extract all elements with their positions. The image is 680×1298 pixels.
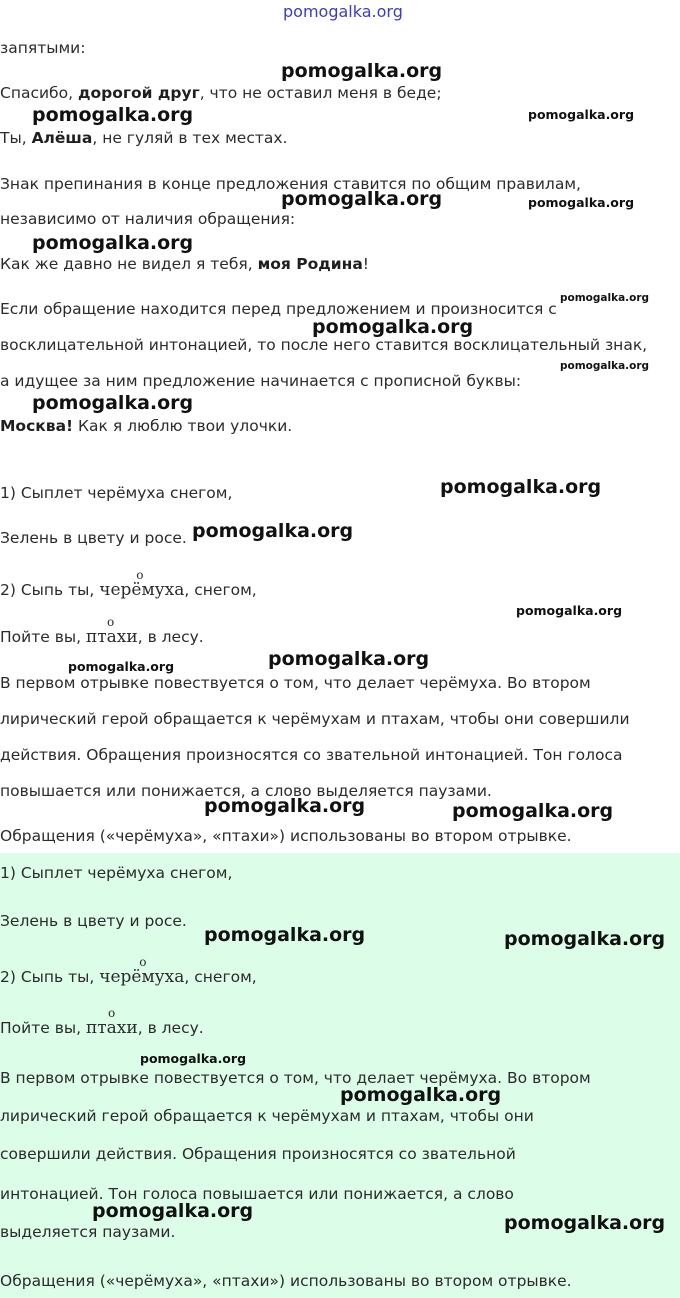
analysis-line: лирический герой обращается к черёмухам и птахам, чтобы они	[0, 1107, 534, 1125]
watermark: pomogalka.org	[504, 928, 666, 950]
accented-word: о птахи	[85, 615, 138, 647]
text-line: Если обращение находится перед предложением и произносится с	[0, 300, 557, 318]
watermark: pomogalka.org	[281, 60, 443, 82]
watermark: pomogalka.org	[32, 232, 194, 254]
analysis-line: повышается или понижается, а слово выделяется паузами.	[0, 782, 492, 800]
analysis-line: лирический герой обращается к черёмухам и птахам, чтобы они совершили	[0, 710, 630, 728]
analysis-line: совершили действия. Обращения произносятся со звательной	[0, 1145, 516, 1163]
watermark: pomogalka.org	[528, 195, 635, 210]
poem-line: 2) Сыпь ты, о черёмуха, снегом,	[0, 955, 257, 987]
watermark: pomogalka.org	[92, 1200, 254, 1222]
example-line: Спасибо, дорогой друг, что не оставил меня в беде;	[0, 84, 442, 102]
poem-line: Зелень в цвету и росе.	[0, 529, 187, 547]
analysis-line: интонацией. Тон голоса повышается или понижается, а слово	[0, 1185, 514, 1203]
example-line: Ты, Алёша, не гуляй в тех местах.	[0, 129, 288, 147]
watermark: pomogalka.org	[452, 800, 614, 822]
watermark: pomogalka.org	[528, 107, 635, 122]
watermark: pomogalka.org	[281, 188, 443, 210]
watermark: pomogalka.org	[504, 1212, 666, 1234]
accented-word: о птахи	[85, 1006, 138, 1038]
watermark: pomogalka.org	[312, 316, 474, 338]
accented-word: о черёмуха	[99, 568, 185, 600]
example-line: Как же давно не видел я тебя, моя Родина!	[0, 255, 370, 273]
text-line: восклицательной интонацией, то после него ставится восклицательный знак,	[0, 336, 648, 354]
watermark: pomogalka.org	[516, 603, 623, 618]
poem-line: 1) Сыплет черёмуха снегом,	[0, 484, 233, 502]
watermark: pomogalka.org	[32, 392, 194, 414]
watermark: pomogalka.org	[140, 1051, 247, 1066]
poem-line: Пойте вы, о птахи, в лесу.	[0, 615, 204, 647]
analysis-line: выделяется паузами.	[0, 1223, 176, 1241]
analysis-line: действия. Обращения произносятся со звательной интонацией. Тон голоса	[0, 746, 623, 764]
watermark: pomogalka.org	[204, 924, 366, 946]
watermark: pomogalka.org	[440, 476, 602, 498]
accented-word: о черёмуха	[99, 955, 185, 987]
analysis-line: В первом отрывке повествуется о том, что делает черёмуха. Во втором	[0, 674, 591, 692]
watermark: pomogalka.org	[192, 520, 354, 542]
watermark-top: pomogalka.org	[283, 2, 403, 21]
watermark: pomogalka.org	[268, 648, 430, 670]
analysis-line: В первом отрывке повествуется о том, что делает черёмуха. Во втором	[0, 1069, 591, 1087]
watermark: pomogalka.org	[204, 795, 366, 817]
watermark: pomogalka.org	[340, 1084, 502, 1106]
text-line: независимо от наличия обращения:	[0, 210, 296, 228]
conclusion-line: Обращения («черёмуха», «птахи») использованы во втором отрывке.	[0, 1272, 572, 1290]
watermark: pomogalka.org	[32, 104, 194, 126]
poem-line: Пойте вы, о птахи, в лесу.	[0, 1006, 204, 1038]
watermark: pomogalka.org	[560, 360, 650, 372]
watermark: pomogalka.org	[68, 659, 175, 674]
conclusion-line: Обращения («черёмуха», «птахи») использованы во втором отрывке.	[0, 827, 572, 845]
poem-line: Зелень в цвету и росе.	[0, 912, 187, 930]
watermark: pomogalka.org	[560, 292, 650, 304]
text-line: а идущее за ним предложение начинается с прописной буквы:	[0, 372, 522, 390]
poem-line: 2) Сыпь ты, о черёмуха, снегом,	[0, 568, 257, 600]
text-line: Знак препинания в конце предложения ставится по общим правилам,	[0, 175, 581, 193]
poem-line: 1) Сыплет черёмуха снегом,	[0, 864, 233, 882]
example-line: Москва! Как я люблю твои улочки.	[0, 417, 293, 435]
text-line: запятыми:	[0, 39, 86, 57]
